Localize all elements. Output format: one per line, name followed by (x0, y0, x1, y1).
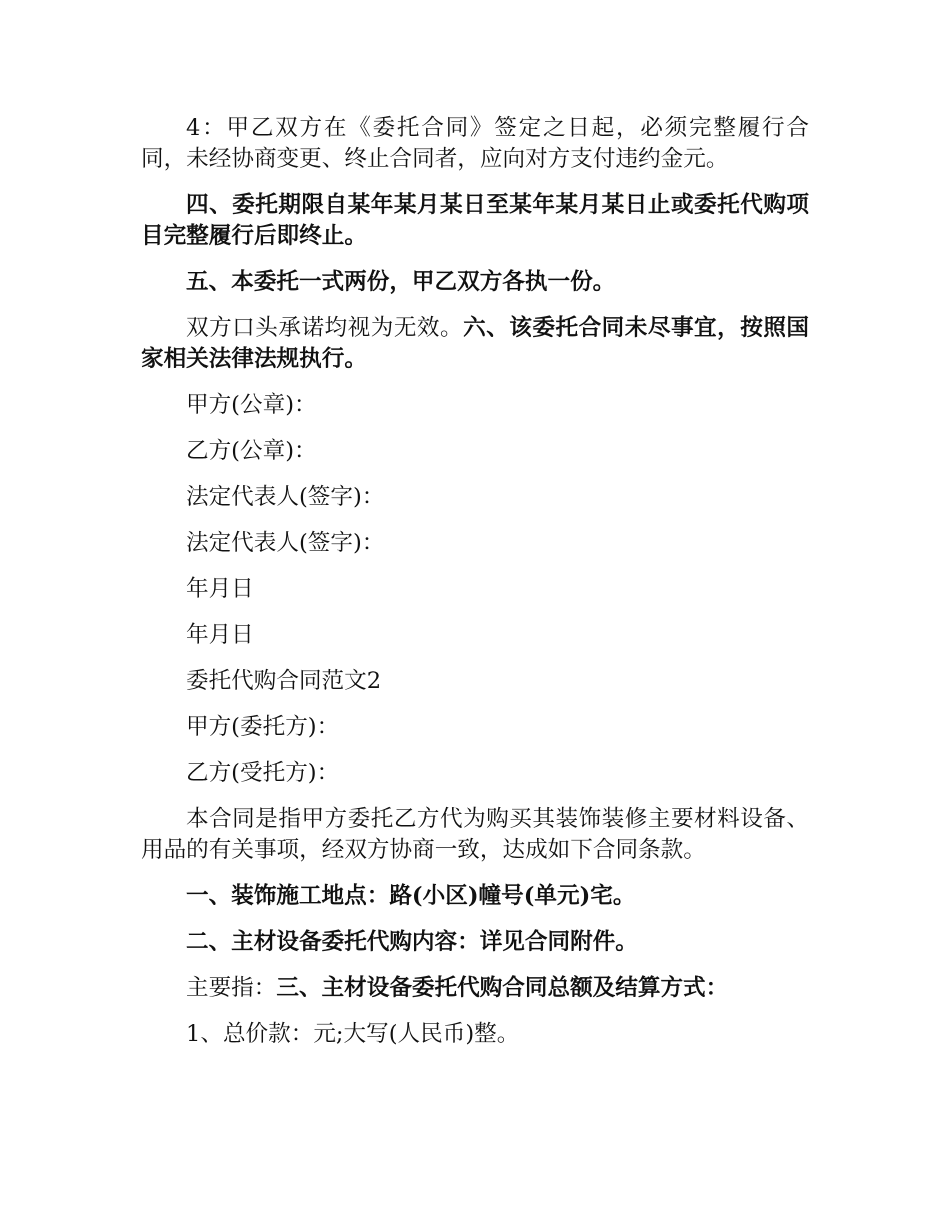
signature-label: 法定代表人(签字)： (186, 484, 385, 510)
heading-text: 五、本委托一式两份，甲乙双方各执一份。 (186, 269, 616, 295)
signature-party-b-seal (141, 436, 809, 467)
section-title-template-2 (141, 666, 809, 697)
paragraph-term-period (141, 190, 809, 252)
heading-text: 三、主材设备委托代购合同总额及结算方式： (276, 975, 729, 1001)
date-line-a (141, 574, 809, 605)
heading-text: 一、装饰施工地点：路(小区)幢号(单元)宅。 (186, 883, 636, 909)
heading-text: 二、主材设备委托代购内容：详见合同附件。 (186, 929, 638, 955)
paragraph-text: 4：甲乙双方在《委托合同》签定之日起，必须完整履行合同，未经协商变更、终止合同者，应向对方支付违约金元。 (141, 115, 809, 172)
signature-label: 甲方(公章)： (186, 392, 317, 418)
paragraph-verbal-promises (141, 313, 809, 375)
paragraph-total-price (141, 1019, 809, 1050)
signature-legal-rep-a (141, 482, 809, 513)
party-label: 甲方(委托方)： (186, 714, 340, 740)
paragraph-text: 主要指： (186, 975, 277, 1001)
paragraph-clause-4 (141, 113, 809, 175)
signature-party-a-seal (141, 390, 809, 421)
date-line-b (141, 620, 809, 651)
paragraph-construction-site (141, 881, 809, 912)
paragraph-text: 1、总价款：元;大写(人民币)整。 (186, 1021, 520, 1047)
paragraph-total-and-settlement (141, 973, 809, 1004)
heading-text: 六、该委托合同未尽事宜，按照国家相关法律法规执行。 (141, 315, 810, 372)
signature-legal-rep-b (141, 528, 809, 559)
paragraph-text: 本合同是指甲方委托乙方代为购买其装饰装修主要材料设备、用品的有关事项，经双方协商一致，达成如下合同条款。 (141, 806, 809, 863)
date-label: 年月日 (186, 622, 254, 648)
party-label: 乙方(受托方)： (186, 760, 340, 786)
section-title: 委托代购合同范文2 (186, 668, 382, 694)
paragraph-text: 双方口头承诺均视为无效。 (186, 315, 464, 341)
signature-label: 乙方(公章)： (186, 438, 317, 464)
paragraph-purchase-content (141, 927, 809, 958)
date-label: 年月日 (186, 576, 254, 602)
heading-text: 四、委托期限自某年某月某日至某年某月某日止或委托代购项目完整履行后即终止。 (141, 192, 809, 249)
document-page (141, 113, 809, 1065)
paragraph-contract-intro (141, 804, 809, 866)
party-b-agent (141, 758, 809, 789)
paragraph-copies (141, 267, 809, 298)
party-a-principal (141, 712, 809, 743)
signature-label: 法定代表人(签字)： (186, 530, 385, 556)
